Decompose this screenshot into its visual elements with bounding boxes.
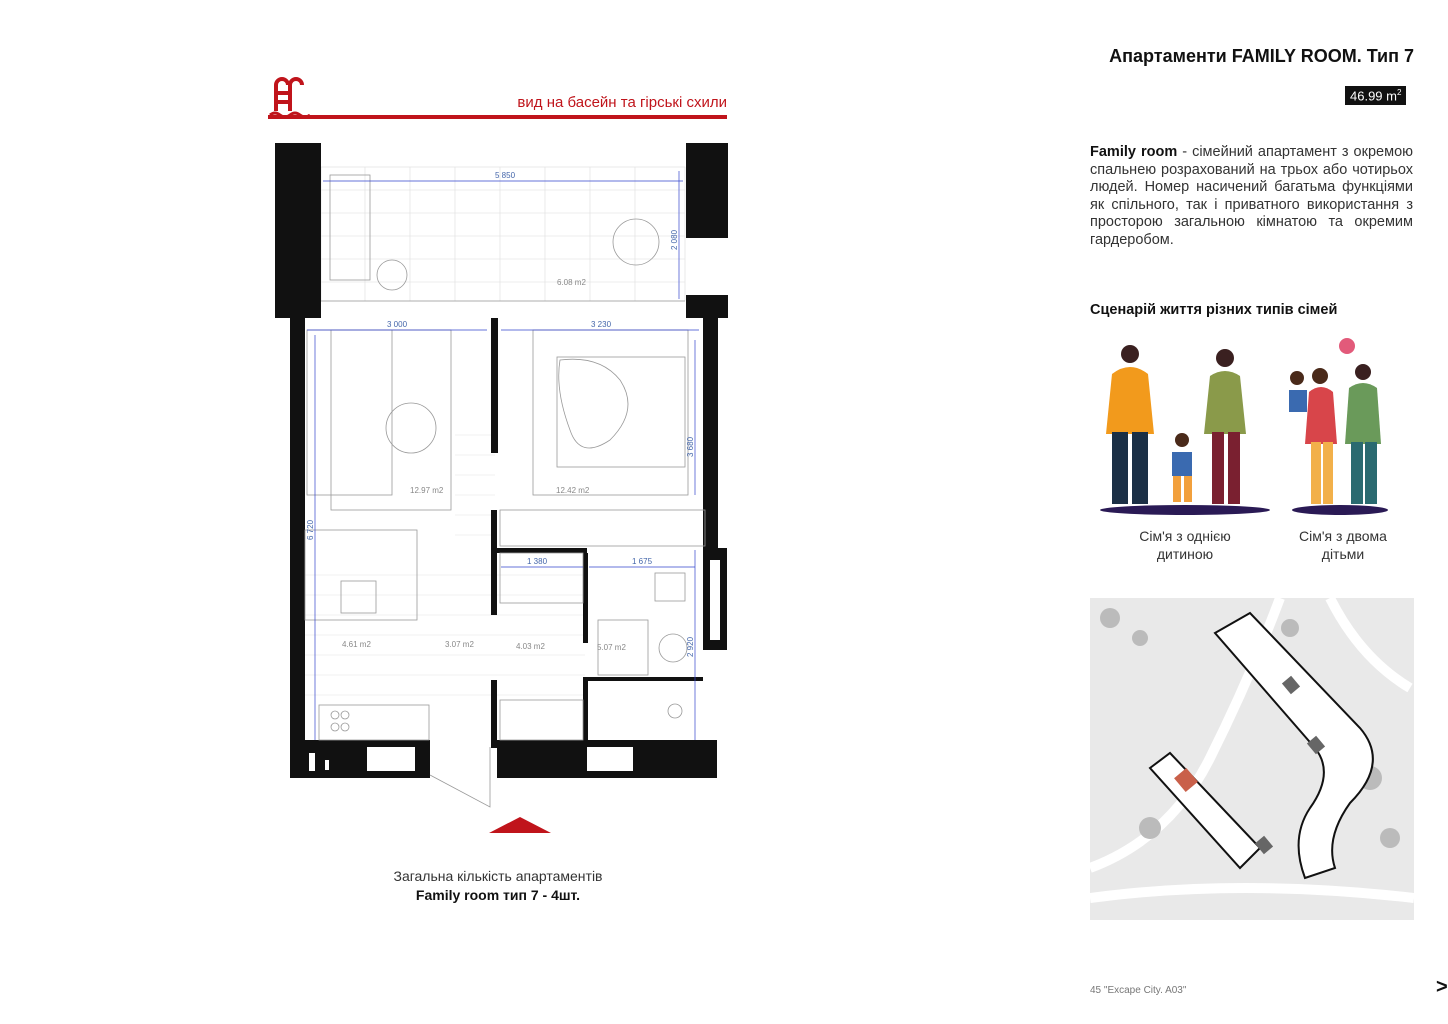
scenario-heading: Сценарій життя різних типів сімей — [1090, 302, 1338, 318]
family-one-child-illustration — [1090, 336, 1280, 521]
room-area-hall: 3.07 m2 — [445, 640, 474, 649]
dim-total-depth: 6 720 — [306, 519, 315, 540]
area-badge — [1345, 86, 1406, 105]
page-footer: 45 "Excape City. A03" — [1090, 985, 1187, 996]
dim-terrace-depth: 2 080 — [670, 229, 679, 250]
description — [1090, 144, 1413, 249]
description-text: - сімейний апартамент з окремою спальнею розрахований на трьох або чотирьох людей. Номер насичений багатьма функціями як спільного, так і приватного використання з просторою загальною кімнатою та окремим гардеробом. — [1090, 144, 1414, 248]
family-two-line1: Сім'я з двома — [1299, 528, 1387, 544]
room-area-terrace: 6.08 m2 — [557, 278, 586, 287]
family-two-caption — [1268, 527, 1418, 563]
area-value: 46.99 m — [1350, 88, 1397, 104]
family-one-line2: дитиною — [1156, 546, 1214, 562]
family-one-caption — [1105, 527, 1265, 563]
room-area-wardrobe: 4.03 m2 — [516, 642, 545, 651]
room-area-bedroom: 12.42 m2 — [556, 486, 590, 495]
dim-living-width: 3 000 — [387, 320, 408, 329]
floor-plan — [265, 135, 735, 820]
family-two-line2: дітьми — [1321, 546, 1365, 562]
total-label: Загальна кількість апартаментів — [393, 868, 603, 884]
dim-bath-width: 1 675 — [632, 557, 653, 566]
area-unit: 2 — [1396, 88, 1402, 97]
room-area-bathroom: 5.07 m2 — [597, 643, 626, 652]
dim-bath-depth: 2 920 — [686, 636, 695, 657]
dim-terrace-width: 5 850 — [495, 171, 516, 180]
description-bold: Family room — [1090, 144, 1178, 160]
accent-divider — [268, 115, 727, 119]
room-area-living: 12.97 m2 — [410, 486, 444, 495]
dim-bedroom-depth: 3 680 — [686, 436, 695, 457]
dim-bedroom-width: 3 230 — [591, 320, 612, 329]
entrance-marker-icon — [489, 817, 551, 838]
total-value: Family room тип 7 - 4шт. — [415, 887, 581, 903]
family-one-line1: Сім'я з однією — [1139, 528, 1231, 544]
site-plan-map — [1090, 598, 1414, 925]
family-two-children-illustration — [1285, 336, 1395, 521]
room-area-kitchen: 4.61 m2 — [342, 640, 371, 649]
page-title: Апартаменти FAMILY ROOM. Тип 7 — [1109, 46, 1414, 66]
dim-wardrobe-width: 1 380 — [527, 557, 548, 566]
view-caption: вид на басейн та гірські схили — [517, 94, 727, 111]
next-page-button[interactable]: > — [1436, 976, 1448, 998]
